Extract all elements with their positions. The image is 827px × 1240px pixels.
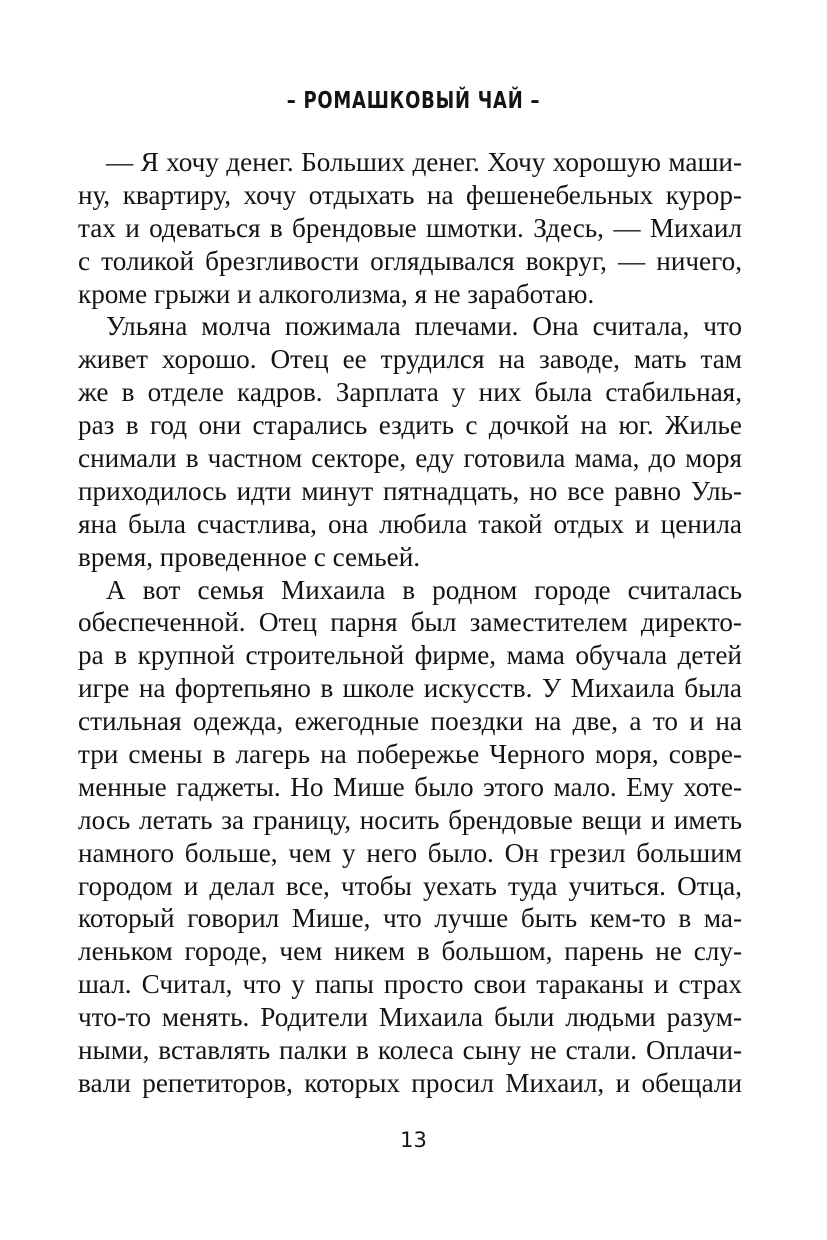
text-line: вали репетиторов, которых просил Михаил, и обещали [78,1067,742,1098]
text-line: живет хорошо. Отец ее трудился на заводе, мать там [78,344,742,375]
text-line: яна была счастлива, она любила такой отдых и ценила [78,508,742,539]
text-line: Ульяна молча пожимала плечами. Она считала, что [106,311,742,342]
text-line: ну, квартиру, хочу отдыхать на фешенебельных курор- [78,179,742,210]
text-line: ра в крупной строительной фирме, мама обучала детей [78,640,742,671]
text-line: стильная одежда, ежегодные поездки на две, а то и на [78,706,742,737]
text-line: шал. Считал, что у папы просто свои тараканы и страх [78,969,742,1000]
body-text [78,146,742,1100]
text-line: кроме грыжи и алкоголизма, я не заработаю. [78,278,595,309]
paragraph [78,574,742,1100]
text-line: с толикой брезгливости оглядывался вокруг, — ничего, [78,245,742,276]
paragraph [78,146,742,310]
text-line: три смены в лагерь на побережье Черного моря, совре- [78,739,742,770]
text-line: лось летать за границу, носить брендовые вещи и иметь [78,804,742,835]
text-line: А вот семья Михаила в родном городе считалась [106,574,742,605]
text-line: же в отделе кадров. Зарплата у них была стабильная, [78,377,742,408]
text-line: обеспеченной. Отец парня был заместителем директо- [78,607,742,638]
running-header: – РОМАШКОВЫЙ ЧАЙ – [286,88,541,114]
text-line: игре на фортепьяно в школе искусств. У Михаила была [78,673,742,704]
text-line: раз в год они старались ездить с дочкой на юг. Жилье [78,410,742,441]
text-line: приходилось идти минут пятнадцать, но все равно Уль- [78,475,742,506]
text-line: — Я хочу денег. Больших денег. Хочу хорошую маши- [106,147,742,177]
text-line: что-то менять. Родители Михаила были людьми разум- [78,1002,742,1033]
text-line: намного больше, чем у него было. Он грезил большим [78,837,742,868]
text-line: ными, вставлять палки в колеса сыну не стали. Оплачи- [78,1035,742,1066]
text-line: который говорил Мише, что лучше быть кем-то в ма- [78,903,742,934]
text-line: леньком городе, чем никем в большом, парень не слу- [78,936,742,967]
page-number: 13 [400,1128,427,1152]
text-line: время, проведенное с семьей. [78,541,421,572]
text-line: тах и одеваться в брендовые шмотки. Здесь, — Михаил [78,212,742,243]
paragraph [78,310,742,573]
text-line: снимали в частном секторе, еду готовила мама, до моря [78,443,742,474]
text-line: городом и делал все, чтобы уехать туда учиться. Отца, [78,870,742,901]
text-line: менные гаджеты. Но Мише было этого мало. Ему хоте- [78,771,742,802]
